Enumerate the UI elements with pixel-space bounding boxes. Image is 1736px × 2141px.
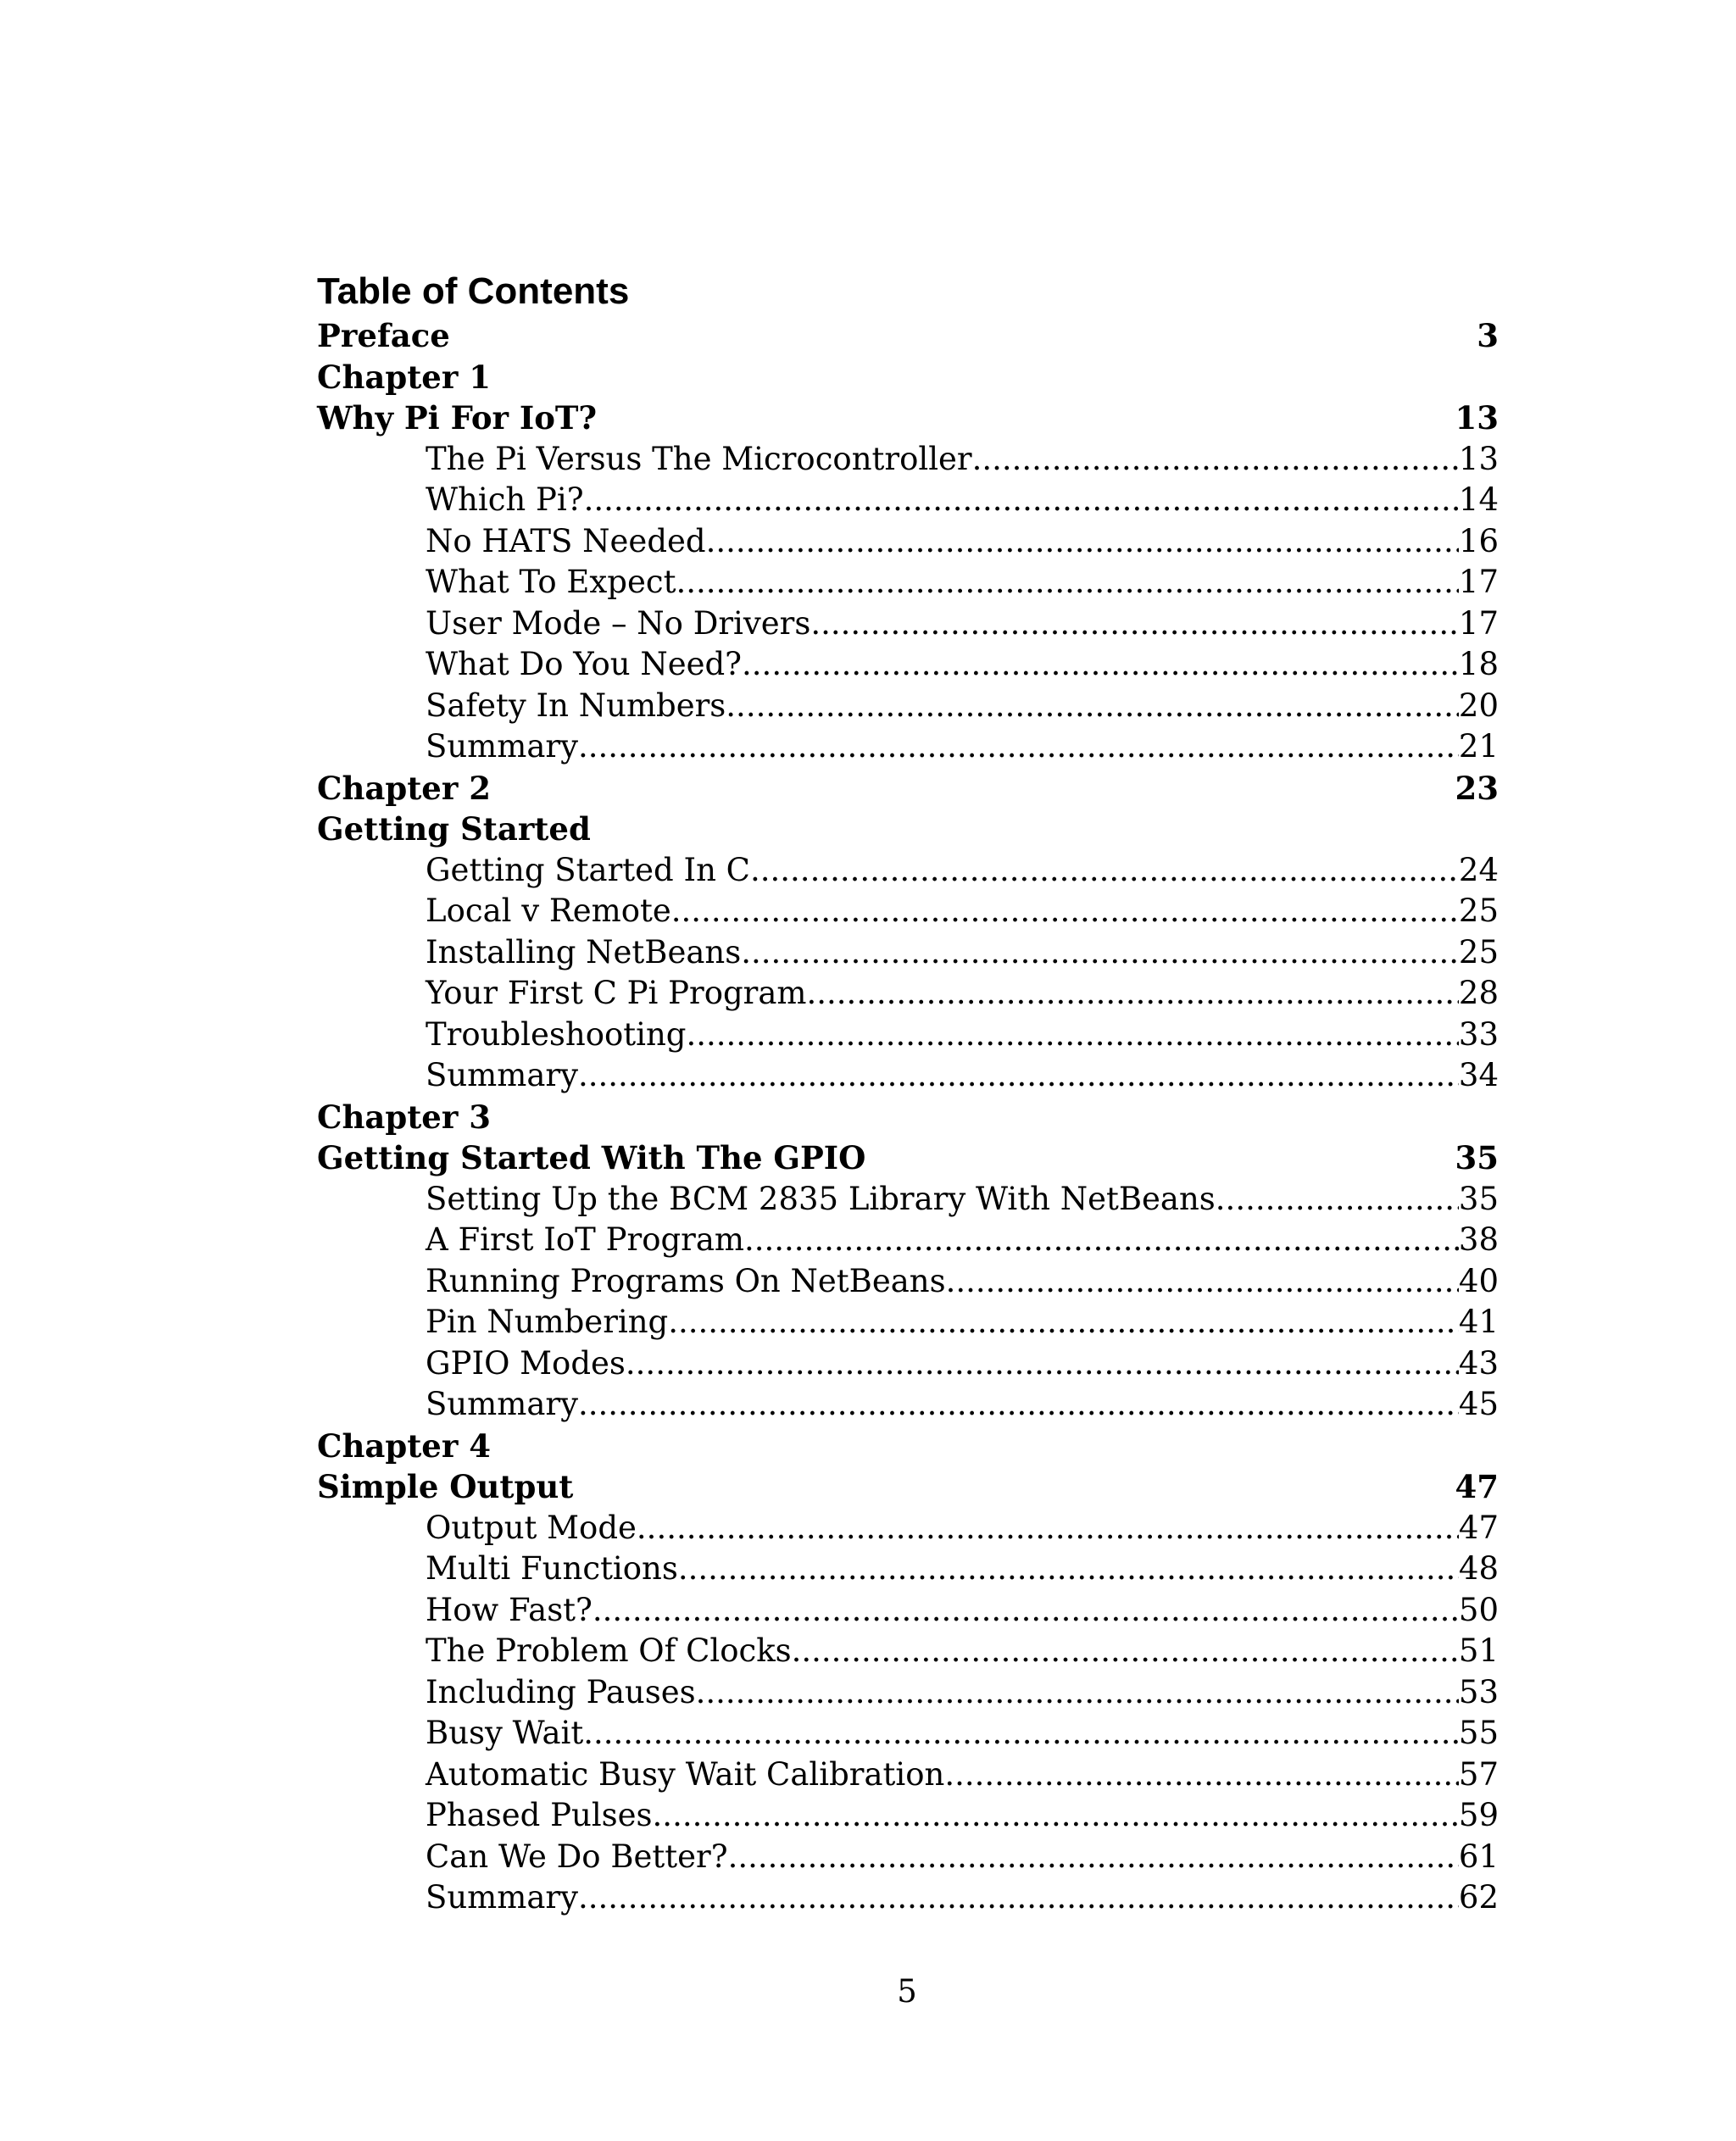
toc-entry-page: 35 [1455,1139,1499,1176]
toc-entry-title: Getting Started [317,810,591,848]
toc-entry-page: 59 [1458,1797,1499,1833]
toc-entry-title: GPIO Modes [426,1344,626,1382]
toc-entry-title: Which Pi? [426,481,584,518]
toc-entry-title: User Mode – No Drivers [426,604,811,642]
toc-entry-title: Multi Functions [426,1550,678,1587]
toc-section-entry [317,1631,1499,1672]
toc-entry-title: Busy Wait [426,1715,584,1751]
toc-section-entry [317,644,1499,686]
toc-entry-page: 61 [1458,1838,1499,1875]
toc-entry-title: Summary [426,1879,578,1916]
toc-entries [317,315,1499,1919]
toc-dot-leader [706,521,1459,563]
toc-entry-page: 21 [1458,728,1499,765]
toc-entry-title: Getting Started In C [426,851,750,888]
toc-entry-title: Safety In Numbers [426,687,726,724]
toc-chapter-entry [317,768,1499,809]
toc-entry-page: 62 [1458,1879,1499,1916]
toc-entry-title: Running Programs On NetBeans [426,1262,946,1299]
toc-entry-title: Your First C Pi Program [426,975,807,1011]
toc-entry-page: 34 [1458,1057,1499,1093]
toc-entry-title: Summary [426,1057,578,1093]
toc-chapter-entry [317,1466,1499,1508]
toc-entry-title: Output Mode [426,1509,637,1546]
toc-entry-title: Setting Up the BCM 2835 Library With NetBeans [426,1180,1216,1217]
toc-section-entry [317,521,1499,563]
toc-dot-leader [807,973,1459,1015]
toc-section-entry [317,686,1499,727]
toc-entry-page: 23 [1455,769,1499,807]
toc-section-entry [317,1179,1499,1221]
toc-heading: Table of Contents [317,270,630,312]
toc-chapter-entry [317,1097,1499,1138]
toc-dot-leader [726,686,1459,727]
toc-section-entry [317,439,1499,481]
toc-dot-leader [946,1261,1459,1303]
toc-entry-title: Why Pi For IoT? [317,399,598,437]
toc-chapter-entry [317,1137,1499,1179]
toc-entry-page: 25 [1458,893,1499,929]
toc-section-entry [317,1672,1499,1714]
toc-dot-leader [972,439,1459,481]
toc-entry-page: 18 [1458,646,1499,682]
toc-section-entry [317,1590,1499,1632]
toc-entry-page: 17 [1458,564,1499,600]
toc-entry-title: Including Pauses [426,1673,696,1710]
toc-entry-title: What To Expect [426,564,676,600]
toc-entry-title: Summary [426,1386,578,1422]
toc-dot-leader [676,562,1458,603]
toc-entry-title: Installing NetBeans [426,933,742,970]
toc-entry-title: Pin Numbering [426,1304,669,1340]
toc-section-entry [317,1261,1499,1303]
toc-section-entry [317,1302,1499,1343]
toc-entry-page: 45 [1458,1386,1499,1422]
toc-entry-page: 43 [1458,1344,1499,1382]
toc-entry-title: Simple Output [317,1468,574,1505]
toc-section-entry [317,1055,1499,1097]
toc-entry-page: 20 [1458,687,1499,724]
toc-entry-title: Getting Started With The GPIO [317,1139,866,1176]
toc-section-entry [317,480,1499,521]
toc-entry-page: 47 [1455,1468,1499,1505]
toc-entry-page: 25 [1458,933,1499,970]
toc-entry-page: 16 [1458,522,1499,559]
toc-chapter-entry [317,315,1499,357]
toc-section-entry [317,850,1499,892]
toc-entry-page: 50 [1458,1591,1499,1628]
table-of-contents [317,268,1499,1919]
toc-dot-leader [653,1795,1459,1837]
toc-entry-title: Chapter 2 [317,769,491,807]
toc-dot-leader [668,1302,1459,1343]
toc-dot-leader [696,1672,1459,1714]
toc-section-entry [317,1713,1499,1755]
toc-dot-leader [944,1755,1459,1796]
toc-entry-title: Troubleshooting [426,1015,687,1053]
page-number: 5 [897,1973,917,2010]
toc-entry-page: 3 [1477,317,1499,354]
toc-dot-leader [686,1015,1458,1056]
toc-entry-page: 48 [1458,1550,1499,1587]
toc-entry-page: 53 [1458,1673,1499,1710]
toc-entry-title: Chapter 3 [317,1098,491,1136]
toc-dot-leader [810,603,1459,645]
toc-dot-leader [742,644,1459,686]
toc-dot-leader [792,1631,1459,1672]
toc-dot-leader [637,1508,1459,1549]
toc-section-entry [317,891,1499,932]
toc-dot-leader [626,1343,1459,1385]
toc-entry-page: 38 [1458,1221,1499,1258]
toc-entry-title: Can We Do Better? [426,1838,728,1875]
toc-dot-leader [583,1713,1459,1755]
toc-dot-leader [671,891,1459,932]
toc-dot-leader [1216,1179,1459,1221]
toc-entry-title: Phased Pulses [426,1797,653,1833]
toc-entry-page: 47 [1458,1509,1499,1546]
toc-entry-page: 35 [1458,1180,1499,1217]
toc-dot-leader [578,726,1459,768]
toc-entry-page: 51 [1458,1632,1499,1669]
toc-dot-leader [584,480,1459,521]
toc-section-entry [317,726,1499,768]
toc-entry-title: Local v Remote [426,893,671,929]
toc-section-entry [317,1343,1499,1385]
toc-chapter-entry [317,398,1499,439]
toc-dot-leader [750,850,1459,892]
toc-dot-leader [741,932,1459,974]
toc-entry-page: 41 [1458,1304,1499,1340]
toc-dot-leader [578,1055,1459,1097]
toc-entry-title: No HATS Needed [426,522,706,559]
toc-entry-title: How Fast? [426,1591,593,1628]
toc-entry-title: Summary [426,728,578,765]
toc-chapter-entry [317,809,1499,850]
toc-section-entry [317,562,1499,603]
toc-section-entry [317,1877,1499,1919]
toc-dot-leader [578,1877,1459,1919]
toc-section-entry [317,1549,1499,1590]
toc-entry-page: 55 [1458,1715,1499,1751]
toc-entry-page: 40 [1458,1262,1499,1299]
toc-section-entry [317,1755,1499,1796]
toc-section-entry [317,1795,1499,1837]
toc-entry-title: Chapter 1 [317,358,491,396]
toc-entry-title: A First IoT Program [426,1221,744,1258]
toc-entry-page: 14 [1458,481,1499,518]
toc-entry-page: 13 [1458,440,1499,477]
toc-dot-leader [678,1549,1459,1590]
toc-entry-page: 28 [1458,975,1499,1011]
toc-entry-page: 24 [1458,851,1499,888]
toc-section-entry [317,932,1499,974]
toc-entry-page: 13 [1455,399,1499,437]
toc-entry-title: The Problem Of Clocks [426,1632,792,1669]
toc-section-entry [317,1384,1499,1426]
toc-dot-leader [593,1590,1459,1632]
toc-section-entry [317,1015,1499,1056]
toc-entry-title: The Pi Versus The Microcontroller [426,440,972,477]
toc-dot-leader [578,1384,1459,1426]
toc-entry-title: What Do You Need? [426,646,743,682]
toc-dot-leader [744,1220,1459,1261]
toc-chapter-entry [317,357,1499,398]
toc-entry-title: Chapter 4 [317,1426,491,1465]
toc-section-entry [317,1220,1499,1261]
toc-section-entry [317,603,1499,645]
toc-section-entry [317,973,1499,1015]
toc-section-entry [317,1837,1499,1878]
toc-entry-page: 57 [1458,1755,1499,1793]
toc-entry-title: Automatic Busy Wait Calibration [426,1755,945,1793]
toc-chapter-entry [317,1426,1499,1467]
toc-dot-leader [728,1837,1459,1878]
toc-entry-page: 17 [1458,604,1499,642]
toc-entry-title: Preface [317,317,450,354]
toc-section-entry [317,1508,1499,1549]
toc-entry-page: 33 [1458,1015,1499,1053]
